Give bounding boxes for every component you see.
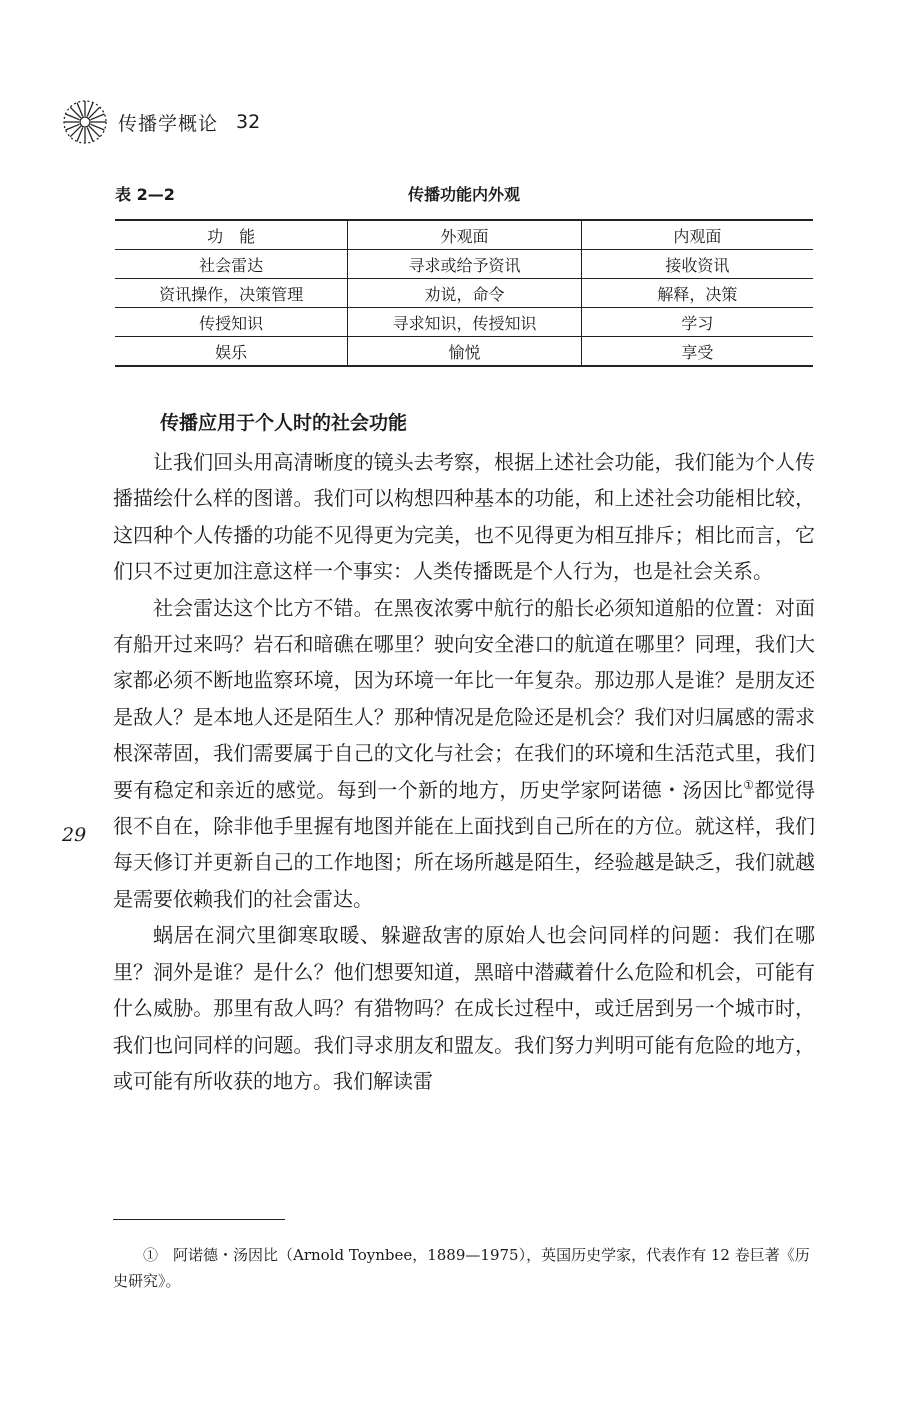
chrysanthemum-emblem-icon [62,99,108,145]
table-cell: 寻求或给予资讯 [348,250,581,279]
table-cell: 娱乐 [115,337,348,367]
table-row [115,308,813,337]
table-cell: 资讯操作，决策管理 [115,279,348,308]
table-cell: 社会雷达 [115,250,348,279]
table-cell: 学习 [581,308,813,337]
table-header-row [115,220,813,250]
paragraph: 蜗居在洞穴里御寒取暖、躲避敌害的原始人也会问同样的问题：我们在哪里？洞外是谁？是什么？他们想要知道，黑暗中潜藏着什么危险和机会，可能有什么威胁。那里有敌人吗？有猎物吗？在成长过程中，或迁居到另一个城市时，我们也问同样的问题。我们寻求朋友和盟友。我们努力判明可能有危险的地方，或可能有所收获的地方。我们解读雷 [113,923,815,1093]
table-cell: 愉悦 [348,337,581,367]
table-cell: 解释，决策 [581,279,813,308]
table-cell: 接收资讯 [581,250,813,279]
table-header-cell: 功 能 [115,220,348,250]
body-text [113,444,815,1099]
footnote-reference: ① [743,777,755,792]
function-table [115,219,813,367]
margin-page-number: 29 [62,824,87,846]
table-row [115,250,813,279]
table-header-cell: 外观面 [348,220,581,250]
table-row [115,279,813,308]
paragraph [113,590,815,918]
table-cell: 传授知识 [115,308,348,337]
table-row [115,337,813,367]
table-cell: 劝说，命令 [348,279,581,308]
footnote [113,1242,815,1294]
table-header-cell: 内观面 [581,220,813,250]
footnote-text: ① 阿诺德・汤因比（Arnold Toynbee，1889—1975），英国历史学家，代表作有 12 卷巨著《历史研究》。 [113,1246,810,1290]
table-title: 传播功能内外观 [407,185,520,204]
book-title: 传播学概论 [118,112,219,135]
paragraph: 让我们回头用高清晰度的镜头去考察，根据上述社会功能，我们能为个人传播描绘什么样的图谱。我们可以构想四种基本的功能，和上述社会功能相比较，这四种个人传播的功能不见得更为完美，也不见得更为相互排斥；相比而言，它们只不过更加注意这样一个事实：人类传播既是个人行为，也是社会关系。 [113,450,815,584]
table-number: 表 2—2 [115,185,175,204]
table-caption [115,182,813,208]
table-cell: 寻求知识，传授知识 [348,308,581,337]
page-number: 32 [236,111,261,133]
section-heading: 传播应用于个人时的社会功能 [160,412,408,434]
paragraph-text: 都觉得很不自在，除非他手里握有地图并能在上面找到自己所在的方位。就这样，我们每天修订并更新自己的工作地图；所在场所越是陌生，经验越是缺乏，我们就越是需要依赖我们的社会雷达。 [113,777,816,911]
paragraph-text: 社会雷达这个比方不错。在黑夜浓雾中航行的船长必须知道船的位置：对面有船开过来吗？岩石和暗礁在哪里？驶向安全港口的航道在哪里？同理，我们大家都必须不断地监察环境，因为环境一年比一年复杂。那边那人是谁？是朋友还是敌人？是本地人还是陌生人？那种情况是危险还是机会？我们对归属感的需求根深蒂固，我们需要属于自己的文化与社会；在我们的环境和生活范式里，我们要有稳定和亲近的感觉。每到一个新的地方，历史学家阿诺德・汤因比 [113,595,815,802]
running-header [62,96,260,148]
footnote-divider [113,1219,285,1220]
table-cell: 享受 [581,337,813,367]
